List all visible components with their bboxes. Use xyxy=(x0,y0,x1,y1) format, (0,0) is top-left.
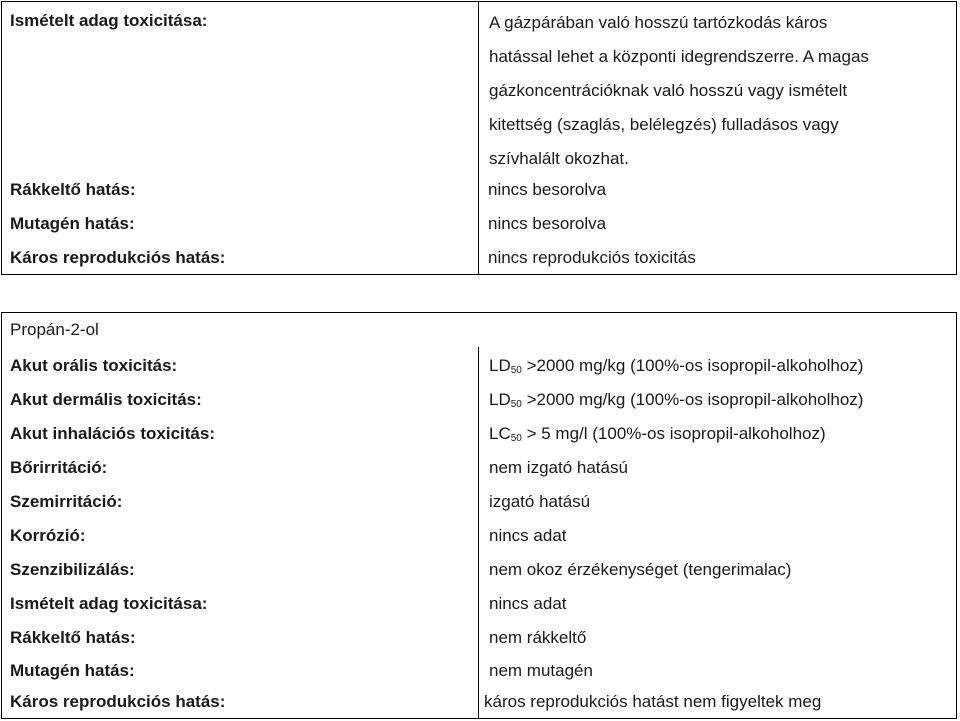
table-row xyxy=(2,485,956,519)
table-row xyxy=(2,621,956,655)
row-value: káros reprodukciós hatást nem figyeltek meg xyxy=(484,692,822,711)
table-row xyxy=(2,685,956,719)
row-value: nincs adat xyxy=(489,594,567,613)
row-value: izgató hatású xyxy=(489,492,591,511)
ld50-prefix: LD xyxy=(489,356,511,375)
row-value: nincs besorolva xyxy=(488,180,607,199)
toxicity-table-2 xyxy=(1,312,957,719)
toxicity-table-1 xyxy=(1,1,957,275)
table-row xyxy=(2,519,956,553)
table-row xyxy=(2,417,956,451)
table-row xyxy=(2,383,956,417)
row-label: Mutagén hatás: xyxy=(10,661,135,680)
repeated-dose-text xyxy=(489,6,949,176)
table-row xyxy=(2,654,956,688)
table-row xyxy=(2,553,956,587)
row-value: nem okoz érzékenységet (tengerimalac) xyxy=(489,560,792,579)
row-label: Szemirritáció: xyxy=(10,492,123,511)
text-line: A gázpárában való hosszú tartózkodás káros xyxy=(489,13,828,32)
text-line: szívhalált okozhat. xyxy=(489,149,629,168)
row-value: nem mutagén xyxy=(489,661,593,680)
row-value: nem rákkeltő xyxy=(489,628,587,647)
row-label: Korrózió: xyxy=(10,526,86,545)
row-label: Ismételt adag toxicitása: xyxy=(10,594,208,613)
row-value: nincs besorolva xyxy=(488,214,607,233)
value-text: >2000 mg/kg (100%-os isopropil-alkoholhoz) xyxy=(521,356,864,375)
value-text: > 5 mg/l (100%-os isopropil-alkoholhoz) xyxy=(521,424,826,443)
table-row xyxy=(2,173,956,207)
row-label: Rákkeltő hatás: xyxy=(10,628,136,647)
row-value: nem izgató hatású xyxy=(489,458,628,477)
lc50-subscript: 50 xyxy=(510,433,522,444)
lc50-prefix: LC xyxy=(489,424,511,443)
row-label: Káros reprodukciós hatás: xyxy=(10,248,226,267)
section-title-row xyxy=(2,313,956,347)
table-row xyxy=(2,587,956,621)
row-label: Rákkeltő hatás: xyxy=(10,180,136,199)
table-row xyxy=(2,207,956,241)
row-label: Bőrirritáció: xyxy=(10,458,108,477)
row-label: Mutagén hatás: xyxy=(10,214,135,233)
text-line: kitettség (szaglás, belélegzés) fulladásos vagy xyxy=(489,115,839,134)
ld50-subscript: 50 xyxy=(510,365,522,376)
row-label: Akut orális toxicitás: xyxy=(10,356,178,375)
row-label: Szenzibilizálás: xyxy=(10,560,135,579)
text-line: gázkoncentrációknak való hosszú vagy ismételt xyxy=(489,81,848,100)
row-label: Ismételt adag toxicitása: xyxy=(10,11,208,30)
text-line: hatással lehet a központi idegrendszerre. A magas xyxy=(489,47,869,66)
table-row xyxy=(2,349,956,383)
row-label: Káros reprodukciós hatás: xyxy=(10,692,226,711)
value-text: >2000 mg/kg (100%-os isopropil-alkoholhoz) xyxy=(521,390,864,409)
row-value: nincs adat xyxy=(489,526,567,545)
table-row xyxy=(2,241,956,275)
table-row xyxy=(2,451,956,485)
substance-title: Propán-2-ol xyxy=(10,320,99,339)
ld50-prefix: LD xyxy=(489,390,511,409)
row-label: Akut inhalációs toxicitás: xyxy=(10,424,215,443)
row-label: Akut dermális toxicitás: xyxy=(10,390,202,409)
ld50-subscript: 50 xyxy=(510,399,522,410)
row-value: nincs reprodukciós toxicitás xyxy=(488,248,696,267)
